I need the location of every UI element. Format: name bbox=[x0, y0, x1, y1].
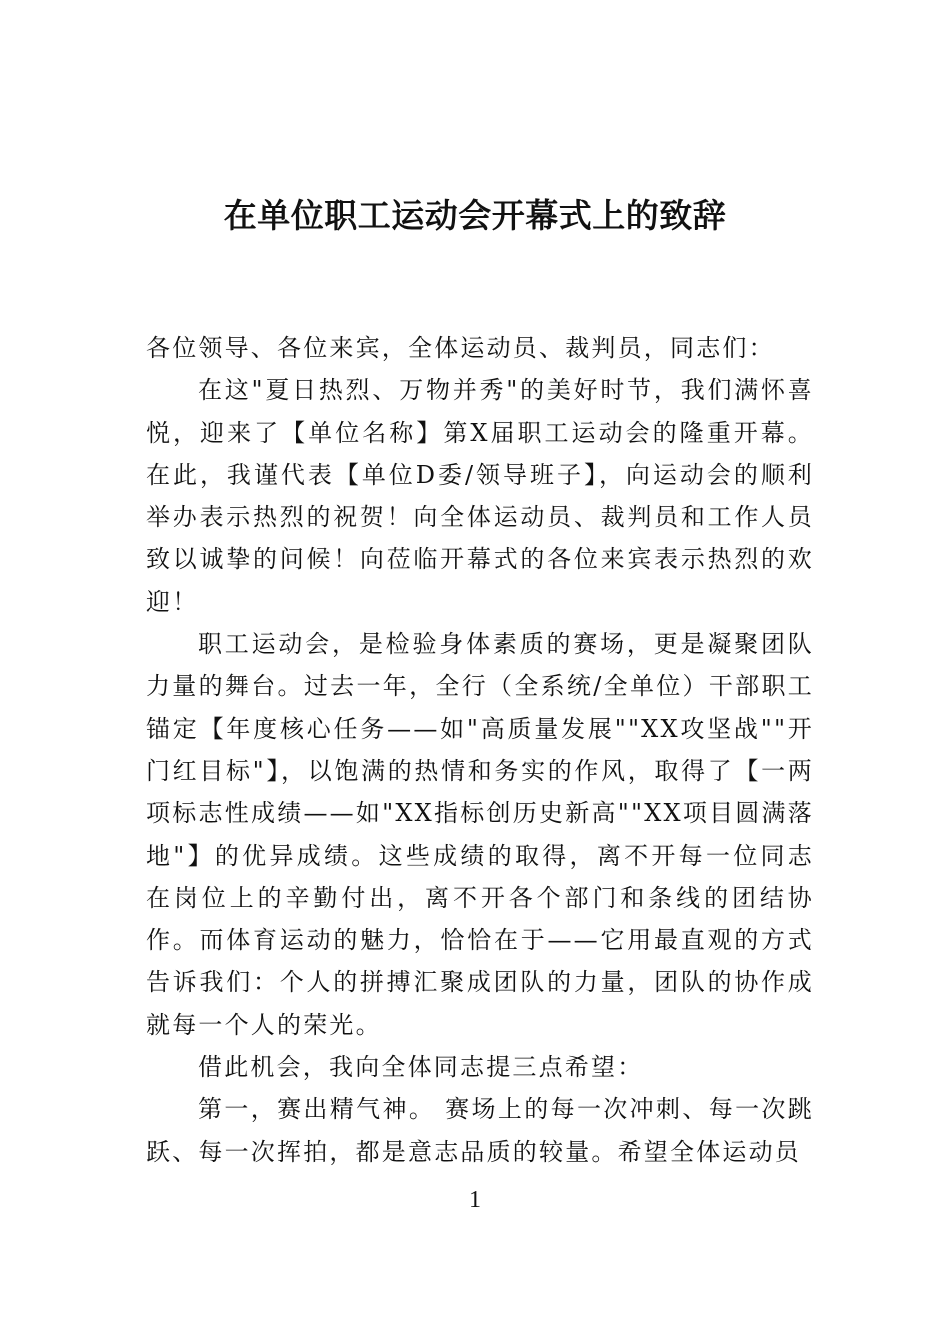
document-body bbox=[146, 327, 814, 1173]
paragraph-achievements: 职工运动会，是检验身体素质的赛场，更是凝聚团队力量的舞台。过去一年，全行（全系统/全单位）干部职工锚定【年度核心任务——如"高质量发展""XX攻坚战""开门红目标"】，以饱满的热情和务实的作风，取得了【一两项标志性成绩——如"XX指标创历史新高""XX项目圆满落地"】的优异成绩。这些成绩的取得，离不开每一位同志在岗位上的辛勤付出，离不开各个部门和条线的团结协作。而体育运动的魅力，恰恰在于——它用最直观的方式告诉我们：个人的拼搏汇聚成团队的力量，团队的协作成就每一个人的荣光。 bbox=[146, 630, 814, 1039]
page-number: 1 bbox=[469, 1187, 481, 1213]
paragraph-first-hope: 第一，赛出精气神。 赛场上的每一次冲刺、每一次跳跃、每一次挥拍，都是意志品质的较量。希望全体运动员 bbox=[146, 1095, 814, 1166]
paragraph-opening: 在这"夏日热烈、万物并秀"的美好时节，我们满怀喜悦，迎来了【单位名称】第X届职工运动会的隆重开幕。在此，我谨代表【单位D委/领导班子】，向运动会的顺利举办表示热烈的祝贺！向全体运动员、裁判员和工作人员致以诚挚的问候！向莅临开幕式的各位来宾表示热烈的欢迎！ bbox=[146, 376, 814, 616]
salutation: 各位领导、各位来宾，全体运动员、裁判员，同志们： bbox=[146, 334, 775, 362]
paragraph-hopes-intro: 借此机会，我向全体同志提三点希望： bbox=[198, 1053, 644, 1082]
document-title: 在单位职工运动会开幕式上的致辞 bbox=[223, 196, 727, 235]
